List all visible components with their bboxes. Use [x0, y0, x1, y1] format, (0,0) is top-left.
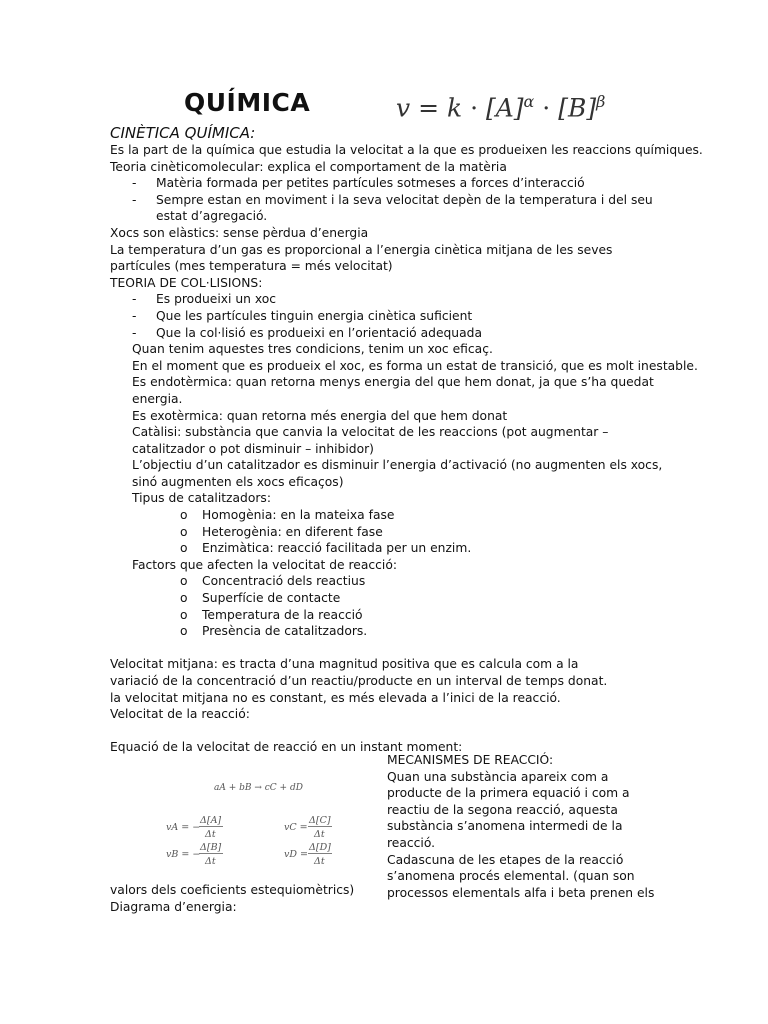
list-item: o Presència de catalitzadors.: [180, 624, 368, 639]
paragraph: valors dels coeficients estequiomètrics): [110, 883, 355, 897]
list-item: o Homogènia: en la mateixa fase: [180, 508, 395, 523]
dash-bullet: -: [132, 325, 137, 340]
paragraph: Catàlisi: substància que canvia la velocitat de les reaccions (pot augmentar – catalitzador o pot disminuir – inhibidor): [132, 425, 609, 456]
list-item: o Superfície de contacte: [180, 591, 341, 606]
list-item: o Heterogènia: en diferent fase: [180, 524, 383, 539]
list-item: o Temperatura de la reacció: [180, 607, 363, 622]
delta-B: Δ[B]: [200, 842, 222, 853]
section-heading: CINÈTICA QUÍMICA:: [110, 124, 256, 142]
delta-t: Δt: [205, 856, 216, 867]
rate-vA-label: vA = −: [166, 822, 201, 833]
dash-bullet: -: [132, 176, 137, 191]
delta-D: Δ[D]: [309, 842, 331, 853]
paragraph: Velocitat mitjana: es tracta d’una magnitud positiva que es calcula com a la variació de la concentració d’un reactiu/producte en un interval de temps donat.: [110, 657, 608, 688]
paragraph: Equació de la velocitat de reacció en un instant moment:: [110, 740, 463, 755]
delta-C: Δ[C]: [309, 815, 331, 826]
circle-bullet: o: [180, 574, 188, 589]
paragraph: Teoria cinèticomolecular: explica el comportament de la matèria: [110, 159, 507, 174]
circle-bullet: o: [180, 508, 188, 523]
dash-bullet: -: [132, 292, 137, 307]
paragraph: TEORIA DE COL·LISIONS:: [110, 275, 263, 290]
delta-t: Δt: [314, 829, 325, 840]
delta-A: Δ[A]: [200, 815, 222, 826]
circle-bullet: o: [180, 624, 188, 639]
rate-law-formula: $v = k \cdot [A]^\alpha \cdot [B]^\beta$: [396, 92, 606, 123]
list-item: - Sempre estan en moviment i la seva velocitat depèn de la temperatura i del seu estat d’agregació.: [132, 192, 653, 224]
list-item: - Que la col·lisió es produeixi en l’orientació adequada: [132, 325, 482, 340]
paragraph: Velocitat de la reacció:: [110, 707, 250, 722]
paragraph: Es exotèrmica: quan retorna més energia del que hem donat: [132, 408, 508, 423]
rate-vB-label: vB = −: [166, 849, 201, 860]
list-item: - Que les partícules tinguin energia cinètica suficient: [132, 308, 473, 323]
rate-vC-label: vC =: [284, 822, 308, 833]
circle-bullet: o: [180, 591, 188, 606]
list-item: - Matèria formada per petites partícules sotmeses a forces d’interacció: [132, 176, 585, 191]
paragraph: Xocs son elàstics: sense pèrdua d’energia: [110, 225, 369, 240]
dash-bullet: -: [132, 192, 137, 207]
rate-equations-figure: [110, 768, 368, 878]
page-title: QUÍMICA: [184, 88, 311, 117]
rate-vD-label: vD =: [284, 849, 308, 860]
paragraph: Quan una substància apareix com a producte de la primera equació i com a reactiu de la segona reacció, aquesta substància s’anomena intermedi de la reacció.: [387, 769, 630, 850]
paragraph: la velocitat mitjana no es constant, es més elevada a l’inici de la reacció.: [110, 690, 561, 705]
paragraph: Diagrama d’energia:: [110, 899, 237, 914]
circle-bullet: o: [180, 607, 188, 622]
spacer: [110, 640, 670, 657]
paragraph: En el moment que es produeix el xoc, es forma un estat de transició, que es molt inestable.: [132, 358, 698, 373]
reaction-equation: aA + bB → cC + dD: [214, 783, 303, 793]
spacer: [110, 723, 670, 740]
list-item: o Enzimàtica: reacció facilitada per un enzim.: [180, 541, 472, 556]
delta-t: Δt: [205, 829, 216, 840]
list-item: - Es produeixi un xoc: [132, 292, 277, 307]
mechanisms-column: [387, 752, 659, 901]
rate-equations-image: [110, 768, 368, 878]
body-text-end: [110, 882, 670, 915]
circle-bullet: o: [180, 541, 188, 556]
delta-t: Δt: [314, 856, 325, 867]
paragraph: Es endotèrmica: quan retorna menys energia del que hem donat, ja que s’ha quedat energia.: [132, 375, 654, 406]
paragraph: Tipus de catalitzadors:: [132, 491, 271, 506]
circle-bullet: o: [180, 524, 188, 539]
paragraph: Factors que afecten la velocitat de reacció:: [132, 557, 397, 572]
body-text: [110, 142, 703, 756]
paragraph: L’objectiu d’un catalitzador es disminuir l’energia d’activació (no augmenten els xocs, sinó augmenten els xocs eficaços): [132, 458, 663, 489]
paragraph: Es la part de la química que estudia la velocitat a la que es produeixen les reaccions químiques.: [110, 143, 703, 157]
paragraph: Quan tenim aquestes tres condicions, tenim un xoc eficaç.: [132, 342, 493, 357]
list-item: o Concentració dels reactius: [180, 574, 366, 589]
paragraph: Cadascuna de les etapes de la reacció s’anomena procés elemental. (quan son processos elementals alfa i beta prenen els: [387, 852, 655, 900]
dash-bullet: -: [132, 308, 137, 323]
paragraph: La temperatura d’un gas es proporcional a l’energia cinètica mitjana de les seves partícules (mes temperatura = més velocitat): [110, 242, 613, 274]
mechanisms-heading: MECANISMES DE REACCIÓ:: [387, 753, 554, 767]
